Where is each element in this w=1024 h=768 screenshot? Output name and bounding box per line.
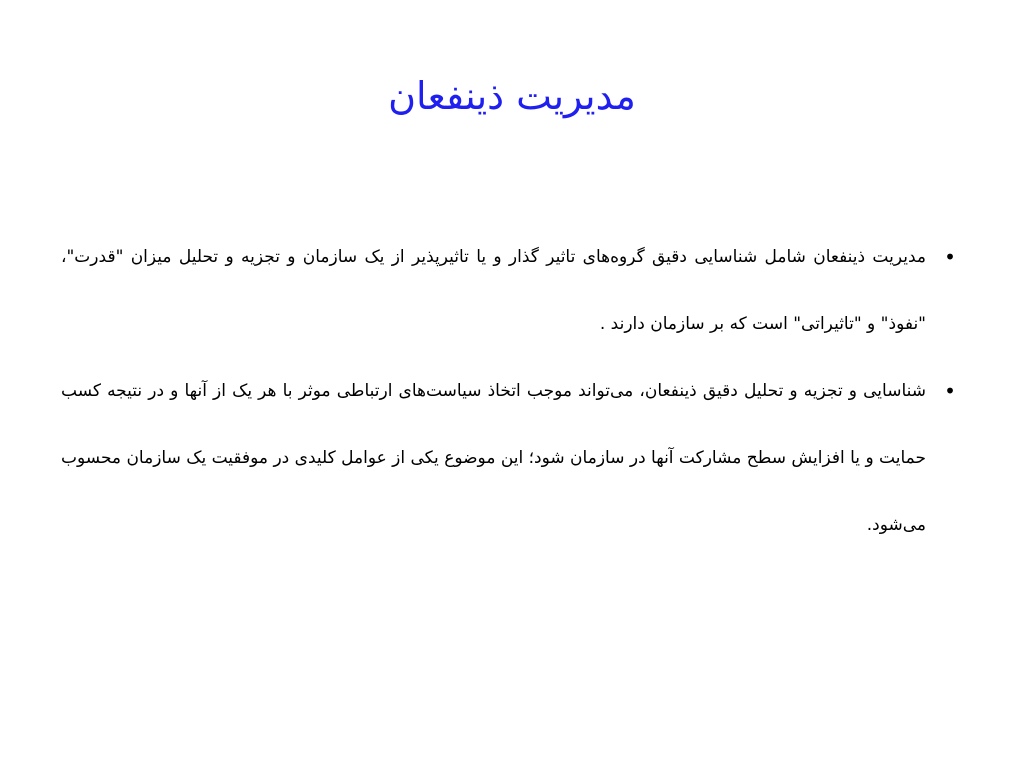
bullet-dot-icon: •: [944, 245, 956, 269]
bullet-text: مدیریت ذینفعان شامل شناسایی دقیق گروه‌های تاثیر گذار و یا تاثیرپذیر از یک سازمان و تجزیه و تحلیل میزان "قدرت"، "نفوذ" و "تاثیراتی" است که بر سازمان دارند .: [61, 247, 926, 334]
bullet-item: [61, 224, 956, 358]
bullet-text: شناسایی و تجزیه و تحلیل دقیق ذینفعان، می‌تواند موجب اتخاذ سیاست‌های ارتباطی موثر با هر یک از آنها و در نتیجه کسب حمایت و یا افزایش سطح مشارکت آنها در سازمان شود؛ این موضوع یکی از عوامل کلیدی در موفقیت یک سازمان محسوب می‌شود.: [61, 381, 926, 535]
bullet-dot-icon: •: [944, 379, 956, 403]
bullet-list: [61, 224, 956, 559]
slide-title: مدیریت ذینفعان: [388, 74, 636, 118]
bullet-item: [61, 358, 956, 559]
